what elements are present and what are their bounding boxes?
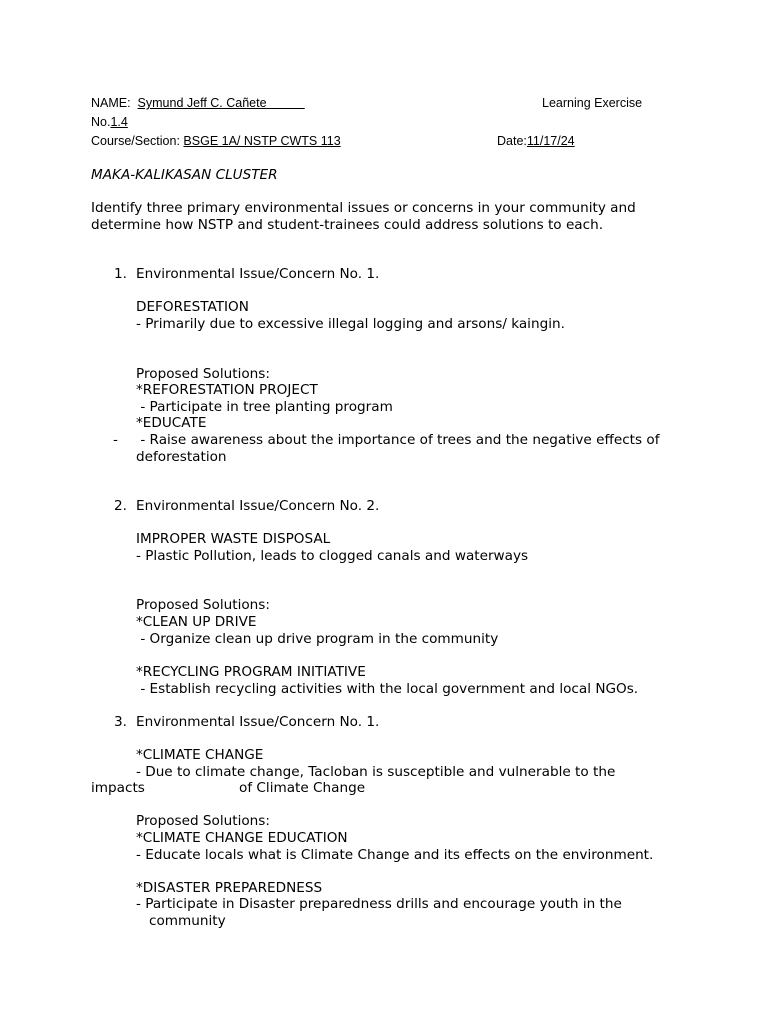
item-2-title: Environmental Issue/Concern No. 2.	[136, 498, 380, 514]
item-1-solution-2-bullet: -	[113, 432, 118, 448]
item-3-issue: *CLIMATE CHANGE	[136, 747, 264, 763]
item-1-number: 1.	[114, 266, 127, 282]
name-value: Symund Jeff C. Cañete	[137, 96, 267, 110]
date-value: 11/17/24	[526, 134, 575, 148]
item-3-cause-2a: impacts	[91, 780, 145, 796]
item-1-cause: - Primarily due to excessive illegal logging and arsons/ kaingin.	[136, 316, 565, 332]
item-2-solution-2-desc: - Establish recycling activities with the local government and local NGOs.	[136, 681, 639, 697]
item-2-number: 2.	[114, 498, 127, 514]
cluster-title: MAKA-KALIKASAN CLUSTER	[91, 167, 278, 183]
name-line	[91, 95, 305, 112]
item-3-cause-2b: of Climate Change	[239, 780, 366, 796]
course-label: Course/Section:	[91, 134, 180, 148]
name-label: NAME:	[91, 96, 131, 110]
course-value: BSGE 1A/ NSTP CWTS 113	[183, 134, 341, 148]
instructions-line-1: Identify three primary environmental issues or concerns in your community and	[91, 200, 636, 216]
item-2-solution-1-desc: - Organize clean up drive program in the community	[136, 631, 499, 647]
date-line	[497, 133, 575, 150]
exercise-number-line	[91, 114, 128, 131]
item-1-solution-1-desc: - Participate in tree planting program	[136, 399, 393, 415]
exercise-label: Learning Exercise	[542, 96, 643, 110]
item-3-cause-1: - Due to climate change, Tacloban is susceptible and vulnerable to the	[136, 764, 616, 780]
item-3-title: Environmental Issue/Concern No. 1.	[136, 714, 380, 730]
item-1-solution-2-desc-2: deforestation	[136, 449, 227, 465]
course-line	[91, 133, 341, 150]
item-3-number: 3.	[114, 714, 127, 730]
item-3-solution-2-title: *DISASTER PREPAREDNESS	[136, 880, 323, 896]
item-1-title: Environmental Issue/Concern No. 1.	[136, 266, 380, 282]
item-2-issue: IMPROPER WASTE DISPOSAL	[136, 531, 331, 547]
item-3-solution-2-desc-2: community	[149, 913, 226, 929]
item-2-solution-2-title: *RECYCLING PROGRAM INITIATIVE	[136, 664, 366, 680]
exercise-number: 1.4	[110, 115, 128, 129]
item-1-solution-2-desc-1: - Raise awareness about the importance of trees and the negative effects of	[136, 432, 660, 448]
item-1-issue: DEFORESTATION	[136, 299, 249, 315]
item-2-cause: - Plastic Pollution, leads to clogged canals and waterways	[136, 548, 529, 564]
item-3-solution-1-desc: - Educate locals what is Climate Change and its effects on the environment.	[136, 847, 654, 863]
instructions-line-2: determine how NSTP and student-trainees could address solutions to each.	[91, 217, 604, 233]
number-prefix: No.	[91, 115, 111, 129]
item-2-solution-1-title: *CLEAN UP DRIVE	[136, 614, 257, 630]
item-2-solutions-label: Proposed Solutions:	[136, 597, 270, 613]
item-3-solution-1-title: *CLIMATE CHANGE EDUCATION	[136, 830, 348, 846]
item-3-solution-2-desc-1: - Participate in Disaster preparedness drills and encourage youth in the	[136, 896, 622, 912]
item-3-solutions-label: Proposed Solutions:	[136, 813, 270, 829]
item-1-solution-2-title: *EDUCATE	[136, 415, 207, 431]
date-label: Date:	[497, 134, 527, 148]
item-1-solutions-label: Proposed Solutions:	[136, 366, 270, 382]
item-1-solution-1-title: *REFORESTATION PROJECT	[136, 382, 318, 398]
